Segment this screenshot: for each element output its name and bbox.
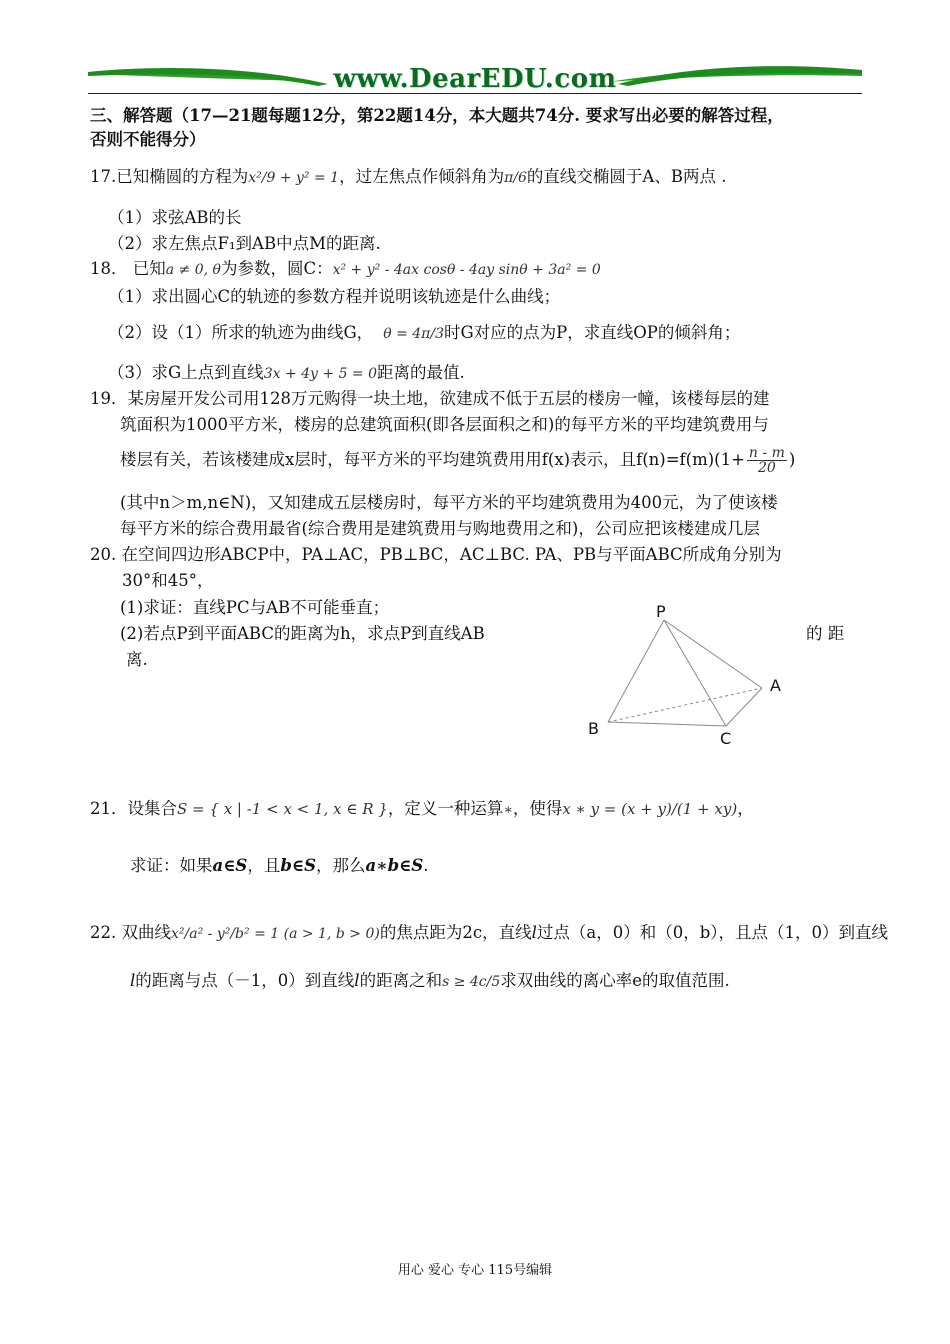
- question-17: [90, 164, 726, 191]
- q20-line2: 30°和45°，: [122, 571, 214, 590]
- q19-fraction-denominator: 20: [757, 460, 776, 476]
- tetrahedron-figure: [580, 598, 810, 748]
- q18-part2-angle: θ = 4π/3: [383, 326, 444, 342]
- q22-line2-text-a: 的距离与点（－1，0）到直线: [135, 971, 355, 990]
- q22-line2: [130, 968, 730, 995]
- q18-part2: [108, 320, 740, 347]
- edge-pa: [664, 620, 762, 688]
- edge-pc: [664, 620, 726, 726]
- q22-text-a: 22. 双曲线: [90, 923, 171, 942]
- q21-operator: ∗: [503, 802, 513, 818]
- edge-bc: [608, 722, 726, 726]
- q22-line2-text-b: 的距离之和: [359, 971, 443, 990]
- q21-proof-text-a: 求证：如果: [130, 856, 213, 875]
- q22-line-l: l: [531, 923, 537, 942]
- q17-text-c: 的直线交椭圆于A、B两点 .: [526, 167, 727, 186]
- q19-line5: 每平方米的综合费用最省(综合费用是建筑费用与购地费用之和)，公司应把该楼建成几层: [120, 519, 760, 538]
- q18-part3-line: 3x + 4y + 5 = 0: [263, 366, 378, 382]
- q19-line4: (其中n＞m,n∈N)，又知建成五层楼房时，每平方米的平均建筑费用为400元，为了使该楼: [120, 493, 778, 512]
- q18-text-b: 为参数，圆C：: [220, 259, 333, 278]
- q20-part2-end: 离.: [126, 650, 148, 669]
- q18-text-a: 18． 已知: [90, 259, 166, 278]
- q22-text-b: 的焦点距为2c，直线: [379, 923, 532, 942]
- question-18: [90, 256, 601, 283]
- q21-text-d: ，: [737, 799, 754, 818]
- q19-line2: 筑面积为1000平方米，楼房的总建筑面积(即各层面积之和)的每平方米的平均建筑费用与: [120, 415, 769, 434]
- q22-line2-text-c: 求双曲线的离心率e的取值范围.: [500, 971, 730, 990]
- question-22: [90, 920, 888, 947]
- q22-equation: x²/a² - y²/b² = 1 (a > 1, b > 0): [171, 926, 380, 942]
- q21-text-a: 21．设集合: [90, 799, 177, 818]
- question-21: [90, 796, 754, 823]
- section-heading: 三、解答题（17—21题每题12分，第22题14分，本大题共74分. 要求写出必要的解答过程，: [90, 106, 784, 125]
- q20-part2-cont: 的 距: [806, 624, 845, 643]
- edge-ba-hidden: [608, 688, 762, 722]
- q21-text-b: ，定义一种运算: [387, 799, 504, 818]
- q18-part3-text-b: 距离的最值.: [377, 363, 465, 382]
- q18-part1: （1）求出圆心C的轨迹的参数方程并说明该轨迹是什么曲线；: [108, 287, 561, 306]
- label-a: A: [770, 676, 781, 695]
- q19-fraction: [747, 446, 787, 475]
- label-p: P: [656, 602, 666, 621]
- q17-angle: π/6: [504, 170, 527, 186]
- q21-text-c: ，使得: [512, 799, 563, 818]
- question-19: 19．某房屋开发公司用128万元购得一块土地，欲建成不低于五层的楼房一幢，该楼每层的建: [90, 389, 770, 408]
- q21-conclusion: a∗b∈S: [365, 856, 424, 875]
- q22-inequality: s ≥ 4c/5: [442, 974, 501, 990]
- section-heading-cont: 否则不能得分）: [90, 130, 206, 149]
- q17-text-b: ，过左焦点作倾斜角为: [339, 167, 505, 186]
- q19-line3: [120, 446, 795, 475]
- label-c: C: [720, 729, 732, 748]
- q22-line-l-2: l: [130, 971, 136, 990]
- question-20: 20. 在空间四边形ABCP中，PA⊥AC，PB⊥BC，AC⊥BC. PA、PB与平面ABC所成角分别为: [90, 545, 782, 564]
- edge-pb: [608, 620, 664, 722]
- q18-part2-text-a: （2）设（1）所求的轨迹为曲线G，: [108, 323, 374, 342]
- q18-equation: x² + y² - 4ax cosθ - 4ay sinθ + 3a² = 0: [332, 262, 601, 278]
- header-rule: [88, 93, 862, 94]
- q19-line3-text-a: 楼层有关，若该楼建成x层时，每平方米的平均建筑费用用f(x)表示，且f(n)=f(m)(1+: [120, 450, 745, 469]
- q22-line-l-3: l: [354, 971, 360, 990]
- q18-part3-text-a: （3）求G上点到直线: [108, 363, 264, 382]
- q22-text-c: 过点（a，0）和（0，b），且点（1，0）到直线: [536, 923, 888, 942]
- q20-part2: (2)若点P到平面ABC的距离为h，求点P到直线AB: [120, 624, 485, 643]
- q19-line3-text-b: ): [788, 450, 796, 469]
- label-b: B: [588, 719, 599, 738]
- q18-condition: a ≠ 0, θ: [165, 262, 221, 278]
- edge-ca: [726, 688, 762, 726]
- q21-definition: x ∗ y = (x + y)/(1 + xy): [562, 800, 738, 818]
- page-footer: 用心 爱心 专心 115号编辑: [397, 1263, 553, 1278]
- q21-proof-text-b: ，且: [247, 856, 281, 875]
- q21-proof-text-c: ，那么: [316, 856, 366, 875]
- q18-part2-text-b: 时G对应的点为P，求直线OP的倾斜角；: [443, 323, 741, 342]
- q21-proof-text-d: .: [423, 856, 429, 875]
- q17-text-a: 17.已知椭圆的方程为: [90, 167, 249, 186]
- q17-part2: （2）求左焦点F₁到AB中点M的距离.: [108, 234, 381, 253]
- q21-proof: [130, 853, 429, 879]
- q17-equation: x²/9 + y² = 1: [248, 170, 340, 186]
- q21-premise-a: a∈S: [212, 856, 248, 875]
- site-name: www.DearEDU.com: [333, 64, 617, 94]
- q21-premise-b: b∈S: [280, 856, 316, 875]
- q18-part3: [108, 360, 465, 387]
- q17-part1: （1）求弦AB的长: [108, 208, 242, 227]
- q20-part1: (1)求证：直线PC与AB不可能垂直；: [120, 598, 390, 617]
- q21-set: S = { x | -1 < x < 1, x ∈ R }: [177, 800, 388, 818]
- site-header: [88, 62, 862, 96]
- q19-fraction-numerator: n - m: [748, 445, 785, 461]
